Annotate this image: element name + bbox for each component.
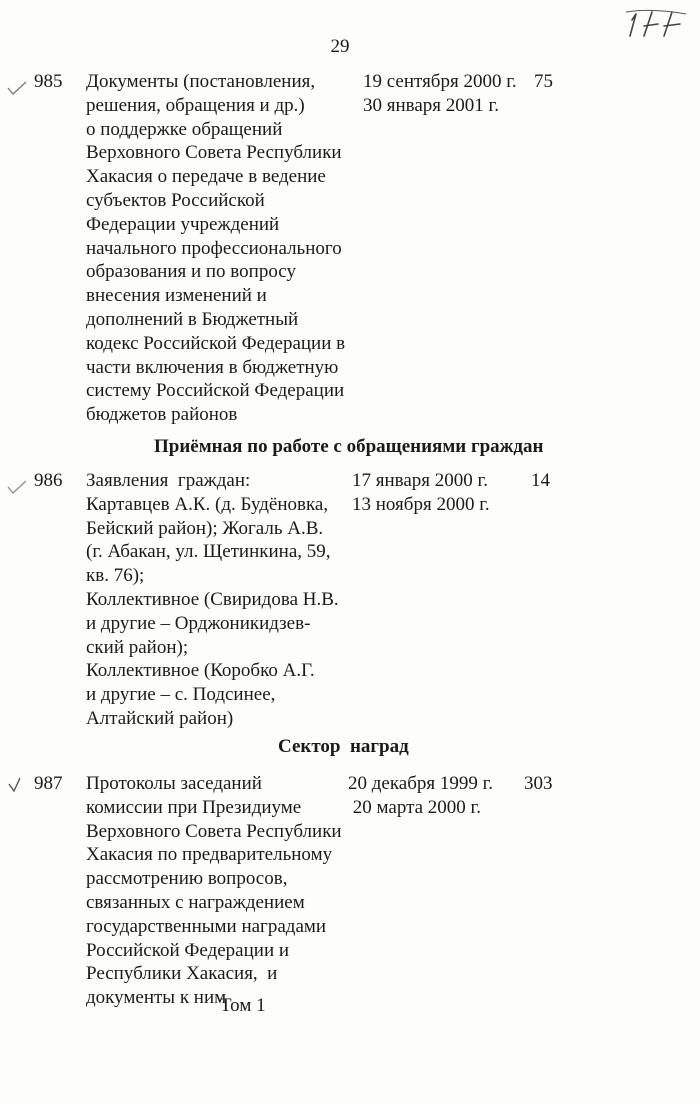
entry-page-count: 14 (531, 470, 550, 491)
inventory-entry (34, 70, 674, 430)
entry-dates: 17 января 2000 г. 13 ноября 2000 г. (352, 470, 490, 515)
section-title: Сектор наград (278, 736, 409, 757)
entry-dates: 20 декабря 1999 г. 20 марта 2000 г. (348, 773, 494, 818)
inventory-entry (34, 772, 674, 1022)
entry-page-count: 303 (524, 773, 553, 794)
entry-number: 987 (34, 773, 63, 794)
check-mark-icon (6, 776, 28, 794)
entry-number: 985 (34, 71, 63, 92)
entry-number: 986 (34, 470, 63, 491)
page-number: 29 (330, 36, 350, 57)
check-mark-icon (6, 79, 28, 97)
entry-description: Документы (постановления, решения, обращения и др.) о поддержке обращений Верховного Совета Республики Хакасия о передаче в ведение субъектов Российской Федерации учреждений начального профессионального образования и по вопросу внесения изменений и дополнений в Бюджетный кодекс Российской Федерации в части включения в бюджетную систему Российской Федерации бюджетов районов (86, 71, 346, 426)
section-title: Приёмная по работе с обращениями граждан (154, 436, 544, 457)
inventory-entry (34, 469, 674, 734)
check-mark-icon (6, 478, 28, 496)
entry-description: Протоколы заседаний комиссии при Президиуме Верховного Совета Республики Хакасия по предварительному рассмотрению вопросов, связанных с награждением государственными наградами Российской Федерации и Республики Хакасия, и документы к ним (86, 773, 342, 1009)
entry-volume: Том 1 (220, 995, 266, 1016)
entry-dates: 19 сентября 2000 г. 30 января 2001 г. (363, 71, 517, 116)
entry-description: Заявления граждан: Картавцев А.К. (д. Будёновка, Бейский район); Жогаль А.В. (г. Абакан, ул. Щетинкина, 59, кв. 76); Коллективное (Свиридова Н.В. и другие – Орджоникидзев- ский район); Коллективное (Коробко А.Г. и другие – с. Подсинее, Алтайский район) (86, 470, 339, 729)
entry-page-count: 75 (534, 71, 553, 92)
